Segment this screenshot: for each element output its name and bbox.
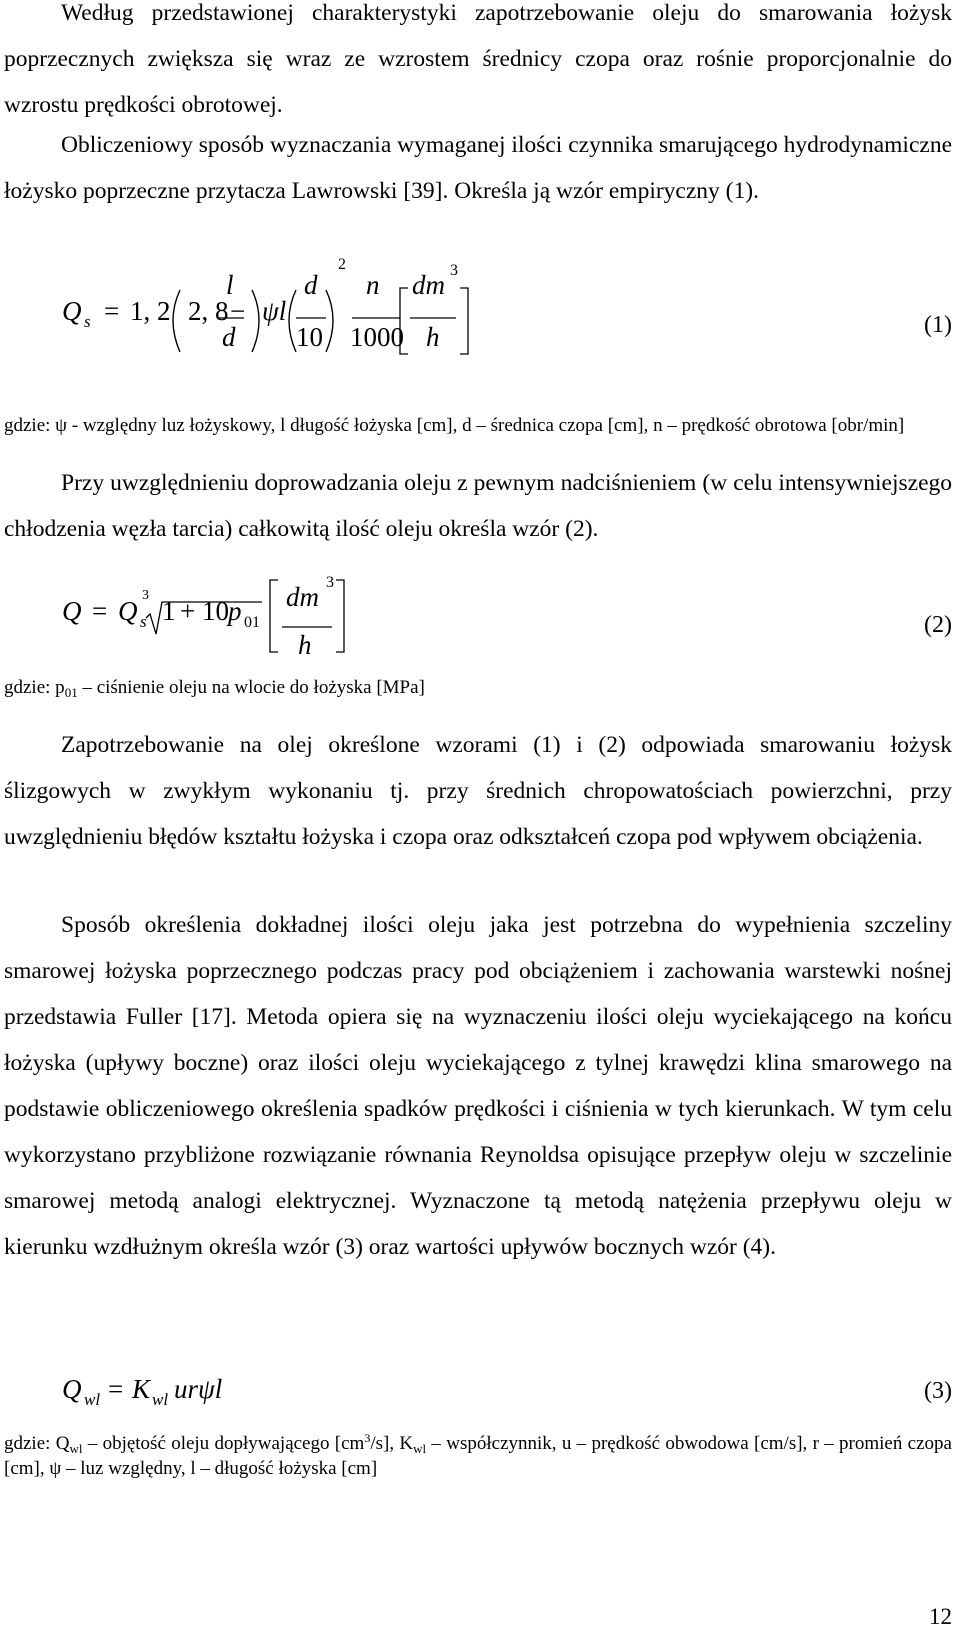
eq2-p: p <box>228 596 242 626</box>
eq3-rest: urψl <box>174 1374 223 1404</box>
eq1-ten: 10 <box>296 322 323 352</box>
eq2-ten: 10 <box>202 596 229 626</box>
eq1-s: s <box>84 312 91 331</box>
where-block-1: gdzie: ψ - względny luz łożyskowy, l długość łożyska [cm], d – średnica czopa [cm], n – prędkość obrotowa [obr/min] <box>4 415 905 436</box>
eq2-number: (2) <box>924 612 952 638</box>
eq1-d2: d <box>304 270 318 300</box>
eq1-number: (1) <box>924 312 952 338</box>
eq1-c2: 2, 8 <box>188 296 229 326</box>
eq3-number: (3) <box>924 1378 952 1404</box>
eq1-Q: Q <box>62 296 82 326</box>
paragraph-5: Sposób określenia dokładnej ilości oleju jaka jest potrzebna do wypełnienia szczeliny smarowej łożyska poprzecznego podczas pracy pod obciążeniem i zachowania warstewki nośnej przedstawia Fuller [17]. Metoda opiera się na wyznaczeniu ilości oleju wyciekającego na końcu łożyska (upływy boczne) oraz ilości oleju wyciekającego z tylnej krawędzi klina smarowego na podstawie obliczeniowego określenia spadków prędkości i ciśnienia w tych kierunkach. W tym celu wykorzystano przybliżone rozwiązanie równania Reynoldsa opisujące przepływ oleju w szczelinie smarowej metodą analogi elektrycznej. Wyznaczone tą metodą natężenia przepływu oleju w kierunku wzdłużnym określa wzór (3) oraz wartości upływów bocznych wzór (4). <box>4 912 952 1260</box>
eq2-root-index: 3 <box>142 588 149 603</box>
eq3-eq: = <box>108 1374 124 1404</box>
where-block-3: gdzie: $Q_{wl}$ – objętość oleju dopływającego $[cm^3/s]$, $K_{wl}$ – współczynnik, u – prędkość obwodowa [cm/s], r – promień czopa [cm], ψ – luz względny, l – długość łożyska [cm] <box>4 1431 952 1479</box>
paragraph-3: Przy uwzględnieniu doprowadzania oleju z pewnym nadciśnieniem (w celu intensywniejszego chłodzenia węzła tarcia) całkowitą ilość oleju określa wzór (2). <box>4 470 952 542</box>
eq1-eq: = <box>104 296 120 326</box>
eq2-one: 1 <box>162 596 176 626</box>
eq1-c1: 1, 2 <box>130 296 171 326</box>
eq1-psil: ψl <box>262 296 287 326</box>
eq2-plus: + <box>180 596 196 626</box>
eq2-eq: = <box>92 596 108 626</box>
eq1-d: d <box>222 322 236 352</box>
eq2-dm: dm <box>286 582 319 612</box>
eq1-dm: dm <box>412 270 445 300</box>
eq1-pow2: 2 <box>338 256 346 273</box>
eq3-K: K <box>132 1374 151 1404</box>
eq2-pow3: 3 <box>326 574 334 591</box>
eq3-wl: wl <box>84 1390 101 1409</box>
where-block-2: gdzie: $p_{01}$ – ciśnienie oleju na wlocie do łożyska [MPa] <box>4 677 425 700</box>
eq2-Qs: Q <box>118 596 138 626</box>
eq1-thousand: 1000 <box>350 322 404 352</box>
page-number: 12 <box>929 1604 952 1629</box>
eq1-pow3: 3 <box>450 262 458 279</box>
eq2-Q: Q <box>62 596 82 626</box>
eq3-Q: Q <box>62 1374 82 1404</box>
eq1-l: l <box>226 270 234 300</box>
eq1-n: n <box>366 270 380 300</box>
eq2-p-sub: 01 <box>244 614 260 631</box>
paragraph-1: Według przedstawionej charakterystyki zapotrzebowanie oleju do smarowania łożysk poprzecznych zwiększa się wraz ze wzrostem średnicy czopa oraz rośnie proporcjonalnie do wzrostu prędkości obrotowej. <box>4 0 952 118</box>
paragraph-2: Obliczeniowy sposób wyznaczania wymaganej ilości czynnika smarującego hydrodynamiczne łożysko poprzeczne przytacza Lawrowski [39]. Określa ją wzór empiryczny (1). <box>4 132 952 204</box>
eq2-h: h <box>298 630 312 660</box>
eq2-s: s <box>140 612 147 631</box>
eq3-wl2: wl <box>152 1390 169 1409</box>
eq1-minus: − <box>230 296 246 326</box>
eq1-h: h <box>426 322 440 352</box>
paragraph-4: Zapotrzebowanie na olej określone wzorami (1) i (2) odpowiada smarowaniu łożysk ślizgowych w zwykłym wykonaniu tj. przy średnich chropowatościach powierzchni, przy uwzględnieniu błędów kształtu łożyska i czopa oraz odkształceń czopa pod wpływem obciążenia. <box>4 732 952 850</box>
